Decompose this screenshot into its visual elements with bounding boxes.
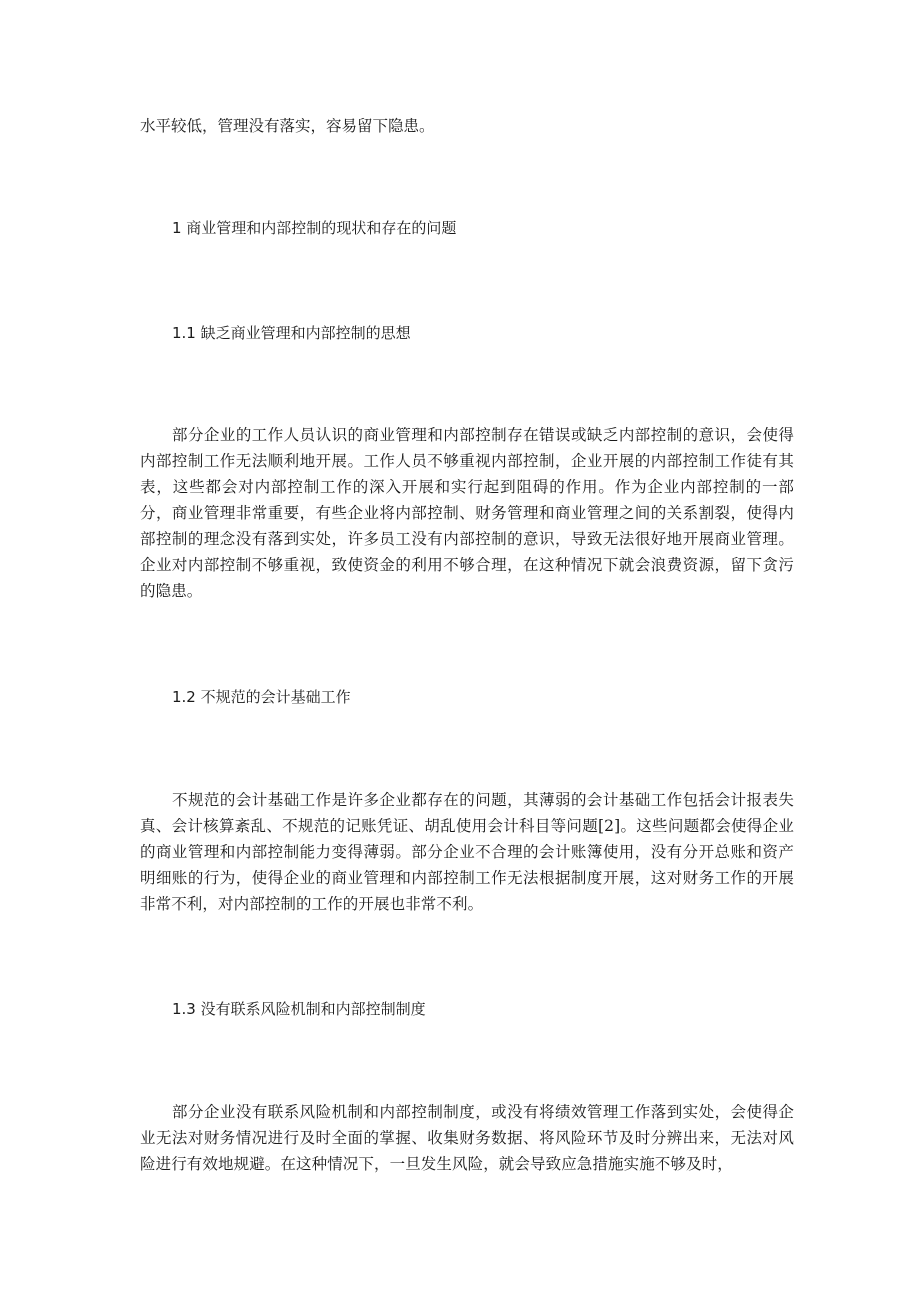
continuation-text: 水平较低，管理没有落实，容易留下隐患。 [140, 117, 435, 135]
section-1-3-heading: 1.3 没有联系风险机制和内部控制制度 [172, 1000, 426, 1018]
section-1-2-heading: 1.2 不规范的会计基础工作 [172, 688, 351, 706]
section-1-3-paragraph: 部分企业没有联系风险机制和内部控制制度，或没有将绩效管理工作落到实处，会使得企业无法对财务情况进行及时全面的掌握、收集财务数据、将风险环节及时分辨出来，无法对风险进行有效地规避。在这种情况下，一旦发生风险，就会导致应急措施实施不够及时， [140, 1103, 794, 1173]
section-1-heading: 1 商业管理和内部控制的现状和存在的问题 [172, 219, 457, 237]
section-1-1-heading: 1.1 缺乏商业管理和内部控制的思想 [172, 324, 411, 342]
section-1-1-paragraph: 部分企业的工作人员认识的商业管理和内部控制存在错误或缺乏内部控制的意识，会使得内部控制工作无法顺利地开展。工作人员不够重视内部控制，企业开展的内部控制工作徒有其表，这些都会对内部控制工作的深入开展和实行起到阻碍的作用。作为企业内部控制的一部分，商业管理非常重要，有些企业将内部控制、财务管理和商业管理之间的关系割裂，使得内部控制的理念没有落到实处，许多员工没有内部控制的意识，导致无法很好地开展商业管理。企业对内部控制不够重视，致使资金的利用不够合理，在这种情况下就会浪费资源，留下贪污的隐患。 [140, 426, 794, 600]
section-1-2-paragraph: 不规范的会计基础工作是许多企业都存在的问题，其薄弱的会计基础工作包括会计报表失真、会计核算紊乱、不规范的记账凭证、胡乱使用会计科目等问题[2]。这些问题都会使得企业的商业管理和内部控制能力变得薄弱。部分企业不合理的会计账簿使用，没有分开总账和资产明细账的行为，使得企业的商业管理和内部控制工作无法根据制度开展，这对财务工作的开展非常不利，对内部控制的工作的开展也非常不利。 [140, 791, 794, 913]
